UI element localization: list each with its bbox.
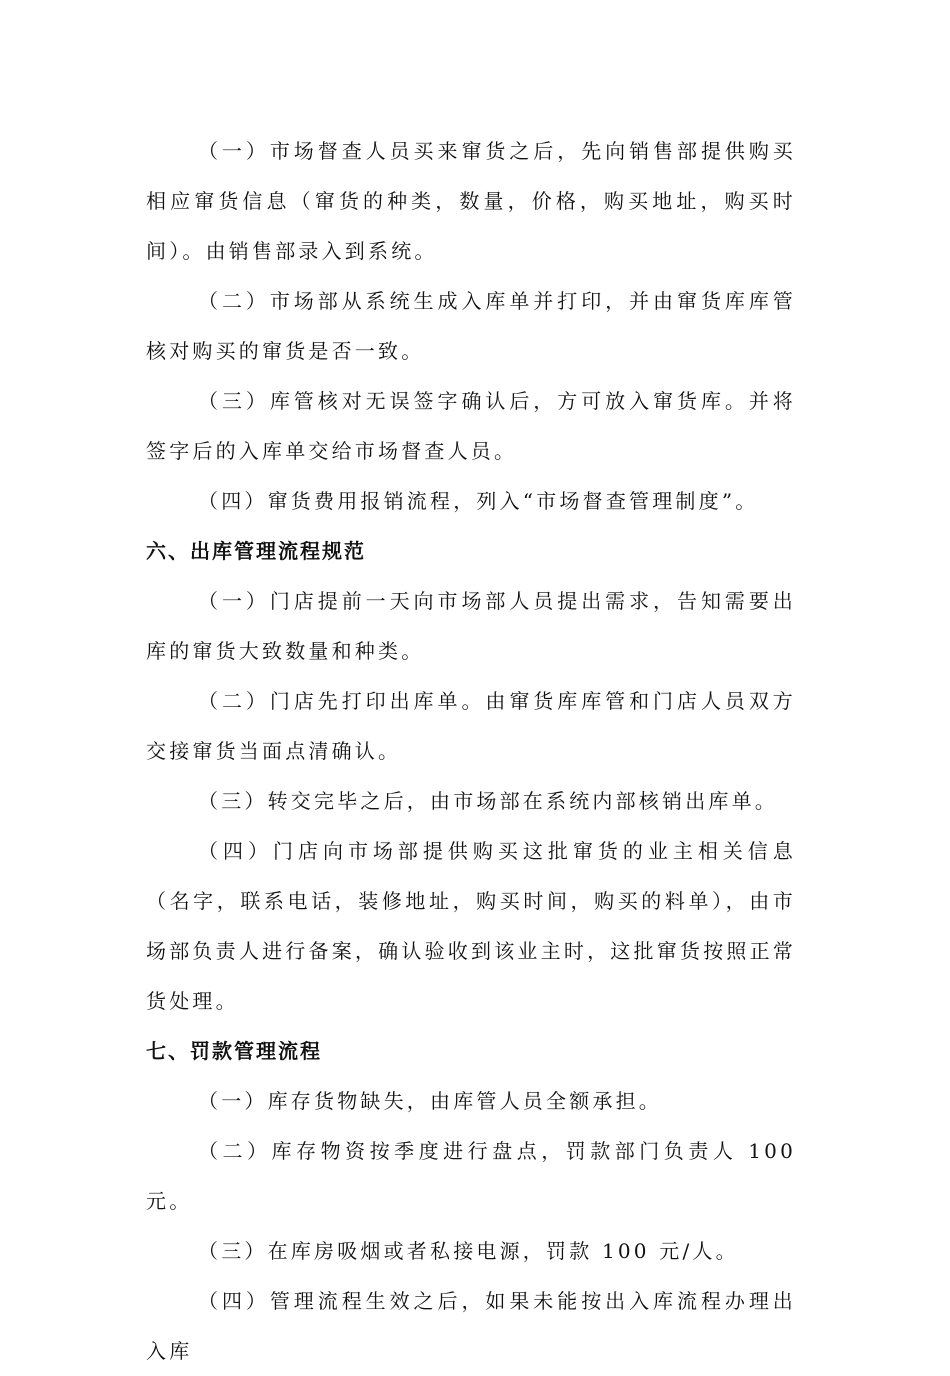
paragraph-sign-confirm: （三）库管核对无误签字确认后，方可放入窜货库。并将签字后的入库单交给市场督查人员。 [146,389,796,463]
paragraph-penalty-smoking: （三）在库房吸烟或者私接电源，罚款 100 元/人。 [198,1239,739,1263]
paragraph-penalty-missing: （一）库存货物缺失，由库管人员全额承担。 [198,1089,662,1113]
paragraph-penalty-process: （四）管理流程生效之后，如果未能按出入库流程办理出入库 [146,1289,796,1363]
paragraph-purchase-info: （一）市场督查人员买来窜货之后，先向销售部提供购买相应窜货信息（窜货的种类，数量，价格，购买地址，购买时间）。由销售部录入到系统。 [146,139,796,263]
paragraph-generate-receipt: （二）市场部从系统生成入库单并打印，并由窜货库库管核对购买的窜货是否一致。 [146,289,796,363]
paragraph-print-outbound: （二）门店先打印出库单。由窜货库库管和门店人员双方交接窜货当面点清确认。 [146,689,796,763]
section-heading-outbound: 六、出库管理流程规范 [146,539,366,563]
section-heading-penalty: 七、罚款管理流程 [146,1039,322,1063]
document-body [146,126,796,1376]
paragraph-penalty-inventory: （二）库存物资按季度进行盘点，罚款部门负责人 100 元。 [146,1139,796,1213]
paragraph-owner-info: （四）门店向市场部提供购买这批窜货的业主相关信息（名字，联系电话，装修地址，购买时间，购买的料单），由市场部负责人进行备案，确认验收到该业主时，这批窜货按照正常货处理。 [146,839,796,1013]
paragraph-store-request: （一）门店提前一天向市场部人员提出需求，告知需要出库的窜货大致数量和种类。 [146,589,796,663]
paragraph-expense-reimbursement: （四）窜货费用报销流程，列入“市场督查管理制度”。 [198,489,759,513]
paragraph-writeoff: （三）转交完毕之后，由市场部在系统内部核销出库单。 [198,789,778,813]
